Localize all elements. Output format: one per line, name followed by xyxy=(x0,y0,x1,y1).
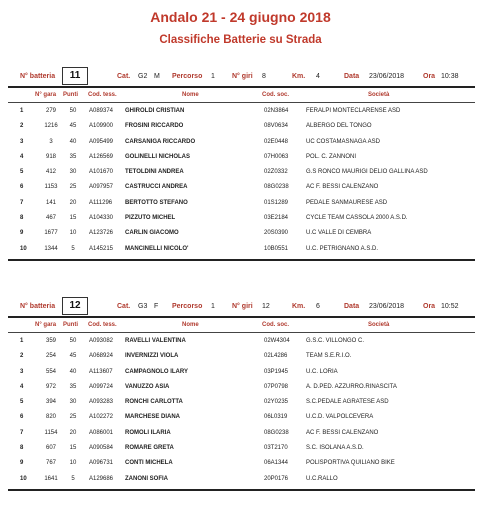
cell-societa: UC COSTAMASNAGA ASD xyxy=(306,138,380,145)
cell-gara: 394 xyxy=(45,399,56,406)
table-row xyxy=(0,181,481,196)
cell-gara: 1153 xyxy=(44,184,58,191)
cell-nome: GHIROLDI CRISTIAN xyxy=(125,108,185,114)
cell-societa: FERALPI MONTECLARENSE ASD xyxy=(306,108,401,114)
table-row xyxy=(0,151,481,166)
results-table xyxy=(0,335,481,488)
cell-pos: 4 xyxy=(20,153,24,160)
heat-number: 12 xyxy=(62,297,88,315)
cell-tess: A086001 xyxy=(89,429,114,436)
cell-gara: 1641 xyxy=(44,475,58,482)
cell-pos: 8 xyxy=(20,215,24,222)
cell-nome: MANCINELLI NICOLO' xyxy=(125,245,189,252)
cell-nome: CARLIN GIACOMO xyxy=(125,230,179,237)
cell-pos: 5 xyxy=(20,399,24,406)
cell-soc: 03P1945 xyxy=(264,368,289,375)
label-data: Data xyxy=(344,73,360,80)
table-row xyxy=(0,227,481,242)
cell-pos: 2 xyxy=(20,353,24,360)
cell-nome: CONTI MICHELA xyxy=(125,460,173,467)
cell-pos: 6 xyxy=(20,414,24,421)
cell-societa: POLISPORTIVA QUILIANO BIKE xyxy=(306,460,395,467)
cell-gara: 359 xyxy=(45,338,56,344)
cell-soc: 08V0634 xyxy=(264,123,289,130)
cell-pos: 5 xyxy=(20,169,24,176)
cell-punti: 50 xyxy=(69,338,77,344)
cell-soc: 01S1289 xyxy=(264,199,289,206)
heat-giri: 8 xyxy=(262,73,266,80)
cell-nome: GOLINELLI NICHOLAS xyxy=(125,153,190,160)
cell-tess: A093082 xyxy=(89,338,114,344)
cell-soc: 07H0063 xyxy=(264,153,289,160)
label-giri: N° giri xyxy=(232,73,253,80)
cell-gara: 279 xyxy=(45,108,56,114)
cell-tess: A090584 xyxy=(89,445,114,452)
cell-soc: 08G0238 xyxy=(264,429,289,436)
cell-societa: AC F. BESSI CALENZANO xyxy=(306,429,379,436)
divider xyxy=(8,489,475,491)
table-row xyxy=(0,136,481,151)
cell-punti: 5 xyxy=(71,475,75,482)
cell-punti: 25 xyxy=(69,184,77,191)
cell-tess: A126569 xyxy=(89,153,114,160)
col-soc: Cod. soc. xyxy=(262,322,290,328)
heat-date: 23/06/2018 xyxy=(369,73,405,80)
cell-gara: 412 xyxy=(45,169,56,176)
heat-number: 11 xyxy=(62,67,88,85)
cell-nome: CASTRUCCI ANDREA xyxy=(125,184,188,191)
cell-punti: 10 xyxy=(69,230,77,237)
cell-pos: 3 xyxy=(20,368,24,375)
cell-societa: G.S RONCO MAURIGI DELIO GALLINA ASD xyxy=(306,169,428,176)
heat-cat: G2 xyxy=(138,73,148,80)
cell-soc: 02W4304 xyxy=(264,338,290,344)
cell-tess: A129686 xyxy=(89,475,114,482)
cell-soc: 08G0238 xyxy=(264,184,289,191)
cell-tess: A113607 xyxy=(89,368,113,375)
table-row xyxy=(0,120,481,135)
cell-gara: 3 xyxy=(49,138,53,145)
cell-punti: 40 xyxy=(69,138,77,145)
table-row xyxy=(0,335,481,350)
divider xyxy=(8,86,475,88)
cell-nome: FROSINI RICCARDO xyxy=(125,123,184,130)
cell-tess: A068924 xyxy=(89,353,114,360)
cell-gara: 554 xyxy=(45,368,56,375)
col-soc: Cod. soc. xyxy=(262,92,290,98)
cell-punti: 35 xyxy=(69,383,77,390)
divider xyxy=(8,102,475,103)
cell-societa: U.C.RALLO xyxy=(306,475,338,482)
table-row xyxy=(0,442,481,457)
heat-time: 10:52 xyxy=(441,303,459,310)
cell-nome: BERTOTTO STEFANO xyxy=(125,199,188,206)
cell-soc: 02N3864 xyxy=(264,108,289,114)
cell-pos: 3 xyxy=(20,138,24,145)
cell-pos: 4 xyxy=(20,383,24,390)
cell-punti: 45 xyxy=(69,123,77,130)
cell-societa: U.C.D. VALPOLCEVERA xyxy=(306,414,374,421)
col-tess: Cod. tess. xyxy=(88,322,117,328)
cell-nome: RONCHI CARLOTTA xyxy=(125,399,183,406)
cell-nome: MARCHESE DIANA xyxy=(125,414,181,421)
cell-soc: 02E0448 xyxy=(264,138,289,145)
cell-pos: 10 xyxy=(20,475,27,482)
cell-societa: POL. C. ZANNONI xyxy=(306,153,357,160)
cell-pos: 8 xyxy=(20,445,24,452)
cell-punti: 15 xyxy=(69,445,77,452)
cell-soc: 10B0551 xyxy=(264,245,289,252)
cell-gara: 767 xyxy=(45,460,56,467)
col-societa: Società xyxy=(368,322,390,328)
col-punti: Punti xyxy=(63,92,78,98)
cell-punti: 20 xyxy=(69,199,77,206)
cell-tess: A089374 xyxy=(89,108,114,114)
cell-gara: 141 xyxy=(45,199,56,206)
cell-tess: A111296 xyxy=(89,199,113,206)
col-gara: N° gara xyxy=(35,322,57,328)
table-row xyxy=(0,243,481,258)
table-row xyxy=(0,381,481,396)
cell-gara: 467 xyxy=(45,215,56,222)
cell-tess: A095499 xyxy=(89,138,114,145)
cell-gara: 1154 xyxy=(44,429,58,436)
cell-societa: TEAM S.E.R.I.O. xyxy=(306,353,352,360)
table-row xyxy=(0,166,481,181)
cell-gara: 820 xyxy=(45,414,56,421)
cell-tess: A097957 xyxy=(89,184,114,191)
heat-cat: G3 xyxy=(138,303,148,310)
cell-soc: 20S0390 xyxy=(264,230,289,237)
label-percorso: Percorso xyxy=(172,303,203,310)
heat-date: 23/06/2018 xyxy=(369,303,405,310)
cell-pos: 9 xyxy=(20,230,24,237)
table-row xyxy=(0,366,481,381)
cell-pos: 6 xyxy=(20,184,24,191)
cell-gara: 1344 xyxy=(44,245,58,252)
cell-punti: 5 xyxy=(71,245,75,252)
cell-nome: CARSANIGA RICCARDO xyxy=(125,138,196,145)
cell-soc: 02Y0235 xyxy=(264,399,289,406)
heat-block xyxy=(0,296,481,491)
cell-societa: S.C.PEDALE AGRATESE ASD xyxy=(306,399,389,406)
heat-sex: F xyxy=(154,303,159,310)
cell-tess: A093283 xyxy=(89,399,114,406)
cell-nome: PIZZUTO MICHEL xyxy=(125,215,176,222)
cell-punti: 25 xyxy=(69,414,77,421)
table-row xyxy=(0,457,481,472)
cell-tess: A101670 xyxy=(89,169,114,176)
cell-pos: 7 xyxy=(20,199,24,206)
label-cat: Cat. xyxy=(117,73,131,80)
cell-punti: 50 xyxy=(69,108,77,114)
heat-time: 10:38 xyxy=(441,73,459,80)
cell-gara: 607 xyxy=(45,445,56,452)
table-row xyxy=(0,197,481,212)
label-km: Km. xyxy=(292,303,306,310)
divider xyxy=(8,316,475,318)
cell-soc: 02L4286 xyxy=(264,353,288,360)
cell-societa: U.C. LORIA xyxy=(306,368,338,375)
heat-km: 4 xyxy=(316,73,320,80)
cell-societa: S.C. ISOLANA A.S.D. xyxy=(306,445,364,452)
divider xyxy=(8,259,475,261)
label-cat: Cat. xyxy=(117,303,131,310)
divider xyxy=(8,332,475,333)
heat-percorso: 1 xyxy=(211,303,215,310)
heat-giri: 12 xyxy=(262,303,270,310)
cell-soc: 20P0176 xyxy=(264,475,289,482)
cell-pos: 1 xyxy=(20,108,24,114)
cell-pos: 7 xyxy=(20,429,24,436)
results-table xyxy=(0,105,481,258)
cell-punti: 20 xyxy=(69,429,77,436)
cell-soc: 02Z0332 xyxy=(264,169,288,176)
page-subtitle: Classifiche Batterie su Strada xyxy=(159,34,322,46)
cell-nome: RAVELLI VALENTINA xyxy=(125,338,186,344)
col-nome: Nome xyxy=(182,322,199,328)
cell-nome: INVERNIZZI VIOLA xyxy=(125,353,179,360)
heat-sex: M xyxy=(154,73,160,80)
cell-societa: U.C VALLE DI CEMBRA xyxy=(306,230,372,237)
cell-pos: 1 xyxy=(20,338,24,344)
cell-pos: 9 xyxy=(20,460,24,467)
cell-tess: A104330 xyxy=(89,215,114,222)
cell-tess: A096731 xyxy=(89,460,114,467)
label-km: Km. xyxy=(292,73,306,80)
heat-km: 6 xyxy=(316,303,320,310)
cell-gara: 254 xyxy=(45,353,56,360)
label-percorso: Percorso xyxy=(172,73,203,80)
cell-punti: 15 xyxy=(69,215,77,222)
cell-nome: TETOLDINI ANDREA xyxy=(125,169,184,176)
cell-soc: 06L0319 xyxy=(264,414,288,421)
table-row xyxy=(0,473,481,488)
label-giri: N° giri xyxy=(232,303,253,310)
cell-nome: ZANONI SOFIA xyxy=(125,475,168,482)
cell-societa: A. D.PED. AZZURRO.RINASCITA xyxy=(306,383,397,390)
table-row xyxy=(0,396,481,411)
label-ora: Ora xyxy=(423,303,436,310)
cell-punti: 35 xyxy=(69,153,77,160)
col-nome: Nome xyxy=(182,92,199,98)
cell-tess: A123726 xyxy=(89,230,114,237)
heat-block xyxy=(0,66,481,261)
cell-societa: U.C. PETRIGNANO A.S.D. xyxy=(306,245,379,252)
col-gara: N° gara xyxy=(35,92,57,98)
cell-punti: 30 xyxy=(69,399,77,406)
table-row xyxy=(0,411,481,426)
table-row xyxy=(0,105,481,120)
cell-soc: 03T2170 xyxy=(264,445,288,452)
col-tess: Cod. tess. xyxy=(88,92,117,98)
cell-nome: ROMOLI ILARIA xyxy=(125,429,171,436)
table-row xyxy=(0,212,481,227)
cell-punti: 40 xyxy=(69,368,77,375)
cell-gara: 1216 xyxy=(44,123,58,130)
cell-tess: A109900 xyxy=(89,123,114,130)
col-societa: Società xyxy=(368,92,390,98)
cell-societa: CYCLE TEAM CASSOLA 2000 A.S.D. xyxy=(306,215,408,222)
cell-gara: 918 xyxy=(45,153,56,160)
label-batteria: N° batteria xyxy=(20,303,56,310)
cell-soc: 07P0798 xyxy=(264,383,289,390)
cell-tess: A099724 xyxy=(89,383,114,390)
cell-societa: ALBERGO DEL TONGO xyxy=(306,123,372,130)
cell-societa: PEDALE SANMAURESE ASD xyxy=(306,199,388,206)
cell-nome: ROMARE GRETA xyxy=(125,445,174,452)
table-row xyxy=(0,350,481,365)
cell-pos: 10 xyxy=(20,245,27,252)
cell-punti: 10 xyxy=(69,460,77,467)
table-row xyxy=(0,427,481,442)
label-batteria: N° batteria xyxy=(20,73,56,80)
cell-soc: 06A1344 xyxy=(264,460,289,467)
cell-tess: A145215 xyxy=(89,245,114,252)
cell-gara: 972 xyxy=(45,383,56,390)
cell-societa: AC F. BESSI CALENZANO xyxy=(306,184,379,191)
label-ora: Ora xyxy=(423,73,436,80)
cell-punti: 45 xyxy=(69,353,77,360)
cell-nome: VANUZZO ASIA xyxy=(125,383,170,390)
cell-gara: 1677 xyxy=(44,230,58,237)
col-punti: Punti xyxy=(63,322,78,328)
cell-pos: 2 xyxy=(20,123,24,130)
cell-soc: 03E2184 xyxy=(264,215,289,222)
label-data: Data xyxy=(344,303,360,310)
cell-societa: G.S.C. VILLONGO C. xyxy=(306,338,365,344)
page-title: Andalo 21 - 24 giugno 2018 xyxy=(150,9,331,25)
heat-percorso: 1 xyxy=(211,73,215,80)
cell-nome: CAMPAGNOLO ILARY xyxy=(125,368,188,375)
cell-punti: 30 xyxy=(69,169,77,176)
cell-tess: A102272 xyxy=(89,414,114,421)
